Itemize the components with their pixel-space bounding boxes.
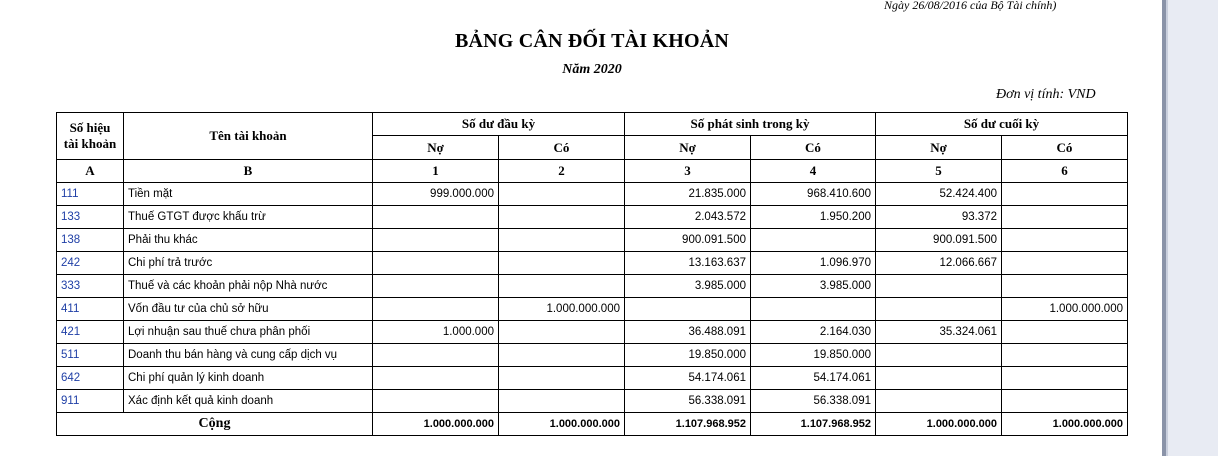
account-code-cell: 138 [57,229,124,252]
amount-cell [499,206,625,229]
header-period-credit: Có [751,136,876,160]
amount-cell: 54.174.061 [751,367,876,390]
panel-border-highlight [1166,0,1168,456]
table-row [57,321,1128,344]
amount-cell: 93.372 [876,206,1002,229]
currency-unit: Đơn vị tính: VND [996,87,1096,102]
amount-cell [1002,344,1128,367]
column-letter: 3 [625,160,751,183]
account-code-cell: 421 [57,321,124,344]
header-period-debit: Nợ [625,136,751,160]
header-account-name: Tên tài khoản [124,113,373,160]
header-closing-balance: Số dư cuối kỳ [876,113,1128,136]
amount-cell [876,367,1002,390]
amount-cell: 54.174.061 [625,367,751,390]
column-letter: 6 [1002,160,1128,183]
table-row [57,275,1128,298]
amount-cell: 1.000.000.000 [1002,298,1128,321]
header-opening-credit: Có [499,136,625,160]
report-year: Năm 2020 [562,62,622,77]
amount-cell [499,321,625,344]
trial-balance-table [56,112,1128,436]
amount-cell: 999.000.000 [373,183,499,206]
amount-cell [499,275,625,298]
amount-cell [373,275,499,298]
amount-cell: 3.985.000 [751,275,876,298]
amount-cell [1002,252,1128,275]
amount-cell [373,367,499,390]
account-name-cell: Vốn đầu tư của chủ sở hữu [124,298,373,321]
amount-cell [373,298,499,321]
header-account-code: Số hiệu tài khoản [57,113,124,160]
amount-cell [373,344,499,367]
total-amount-cell: 1.000.000.000 [499,413,625,436]
total-amount-cell: 1.107.968.952 [751,413,876,436]
total-label: Cộng [57,413,373,436]
table-row [57,229,1128,252]
amount-cell: 52.424.400 [876,183,1002,206]
account-name-cell: Thuế GTGT được khấu trừ [124,206,373,229]
amount-cell [499,252,625,275]
table-row [57,390,1128,413]
amount-cell: 900.091.500 [625,229,751,252]
amount-cell: 13.163.637 [625,252,751,275]
amount-cell: 19.850.000 [751,344,876,367]
amount-cell [499,183,625,206]
amount-cell [1002,183,1128,206]
amount-cell: 56.338.091 [625,390,751,413]
account-code-cell: 511 [57,344,124,367]
account-name-cell: Lợi nhuận sau thuế chưa phân phối [124,321,373,344]
amount-cell [499,367,625,390]
account-code-cell: 111 [57,183,124,206]
amount-cell [876,344,1002,367]
account-code-cell: 642 [57,367,124,390]
column-letter: 2 [499,160,625,183]
account-code-cell: 133 [57,206,124,229]
amount-cell [1002,206,1128,229]
amount-cell [1002,367,1128,390]
amount-cell: 1.950.200 [751,206,876,229]
amount-cell: 56.338.091 [751,390,876,413]
report-title: BẢNG CÂN ĐỐI TÀI KHOẢN [454,30,730,52]
amount-cell: 21.835.000 [625,183,751,206]
header-opening-balance: Số dư đầu kỳ [373,113,625,136]
account-name-cell: Chi phí quản lý kinh doanh [124,367,373,390]
account-name-cell: Doanh thu bán hàng và cung cấp dịch vụ [124,344,373,367]
header-closing-debit: Nợ [876,136,1002,160]
account-code-cell: 411 [57,298,124,321]
amount-cell [499,344,625,367]
account-code-cell: 333 [57,275,124,298]
amount-cell [373,252,499,275]
amount-cell: 35.324.061 [876,321,1002,344]
window-side-panel [1162,0,1218,456]
account-name-cell: Tiền mặt [124,183,373,206]
amount-cell [876,275,1002,298]
amount-cell: 2.164.030 [751,321,876,344]
amount-cell [751,298,876,321]
total-amount-cell: 1.000.000.000 [1002,413,1128,436]
table-row [57,183,1128,206]
ledger-body [57,183,1128,436]
amount-cell [1002,229,1128,252]
amount-cell [625,298,751,321]
amount-cell [373,390,499,413]
amount-cell: 1.096.970 [751,252,876,275]
header-opening-debit: Nợ [373,136,499,160]
decision-note: Ngày 26/08/2016 của Bộ Tài chính) [884,0,1057,12]
total-amount-cell: 1.000.000.000 [876,413,1002,436]
amount-cell [373,206,499,229]
table-row [57,344,1128,367]
amount-cell [751,229,876,252]
amount-cell: 1.000.000 [373,321,499,344]
total-amount-cell: 1.107.968.952 [625,413,751,436]
table-row [57,206,1128,229]
header-period-activity: Số phát sinh trong kỳ [625,113,876,136]
total-amount-cell: 1.000.000.000 [373,413,499,436]
amount-cell: 36.488.091 [625,321,751,344]
amount-cell [499,390,625,413]
table-row [57,252,1128,275]
account-code-cell: 911 [57,390,124,413]
amount-cell: 2.043.572 [625,206,751,229]
amount-cell [499,229,625,252]
account-name-cell: Phải thu khác [124,229,373,252]
account-name-cell: Xác định kết quả kinh doanh [124,390,373,413]
account-name-cell: Chi phí trả trước [124,252,373,275]
table-row [57,367,1128,390]
amount-cell: 1.000.000.000 [499,298,625,321]
amount-cell: 12.066.667 [876,252,1002,275]
account-code-cell: 242 [57,252,124,275]
column-letter: A [57,160,124,183]
amount-cell [876,390,1002,413]
header-closing-credit: Có [1002,136,1128,160]
table-row [57,298,1128,321]
amount-cell: 900.091.500 [876,229,1002,252]
column-letter: 5 [876,160,1002,183]
account-name-cell: Thuế và các khoản phải nộp Nhà nước [124,275,373,298]
column-letter: 1 [373,160,499,183]
column-letter: B [124,160,373,183]
amount-cell: 3.985.000 [625,275,751,298]
amount-cell [876,298,1002,321]
amount-cell [1002,390,1128,413]
amount-cell [1002,321,1128,344]
amount-cell: 19.850.000 [625,344,751,367]
amount-cell [1002,275,1128,298]
total-row [57,413,1128,436]
amount-cell [373,229,499,252]
column-letter: 4 [751,160,876,183]
amount-cell: 968.410.600 [751,183,876,206]
